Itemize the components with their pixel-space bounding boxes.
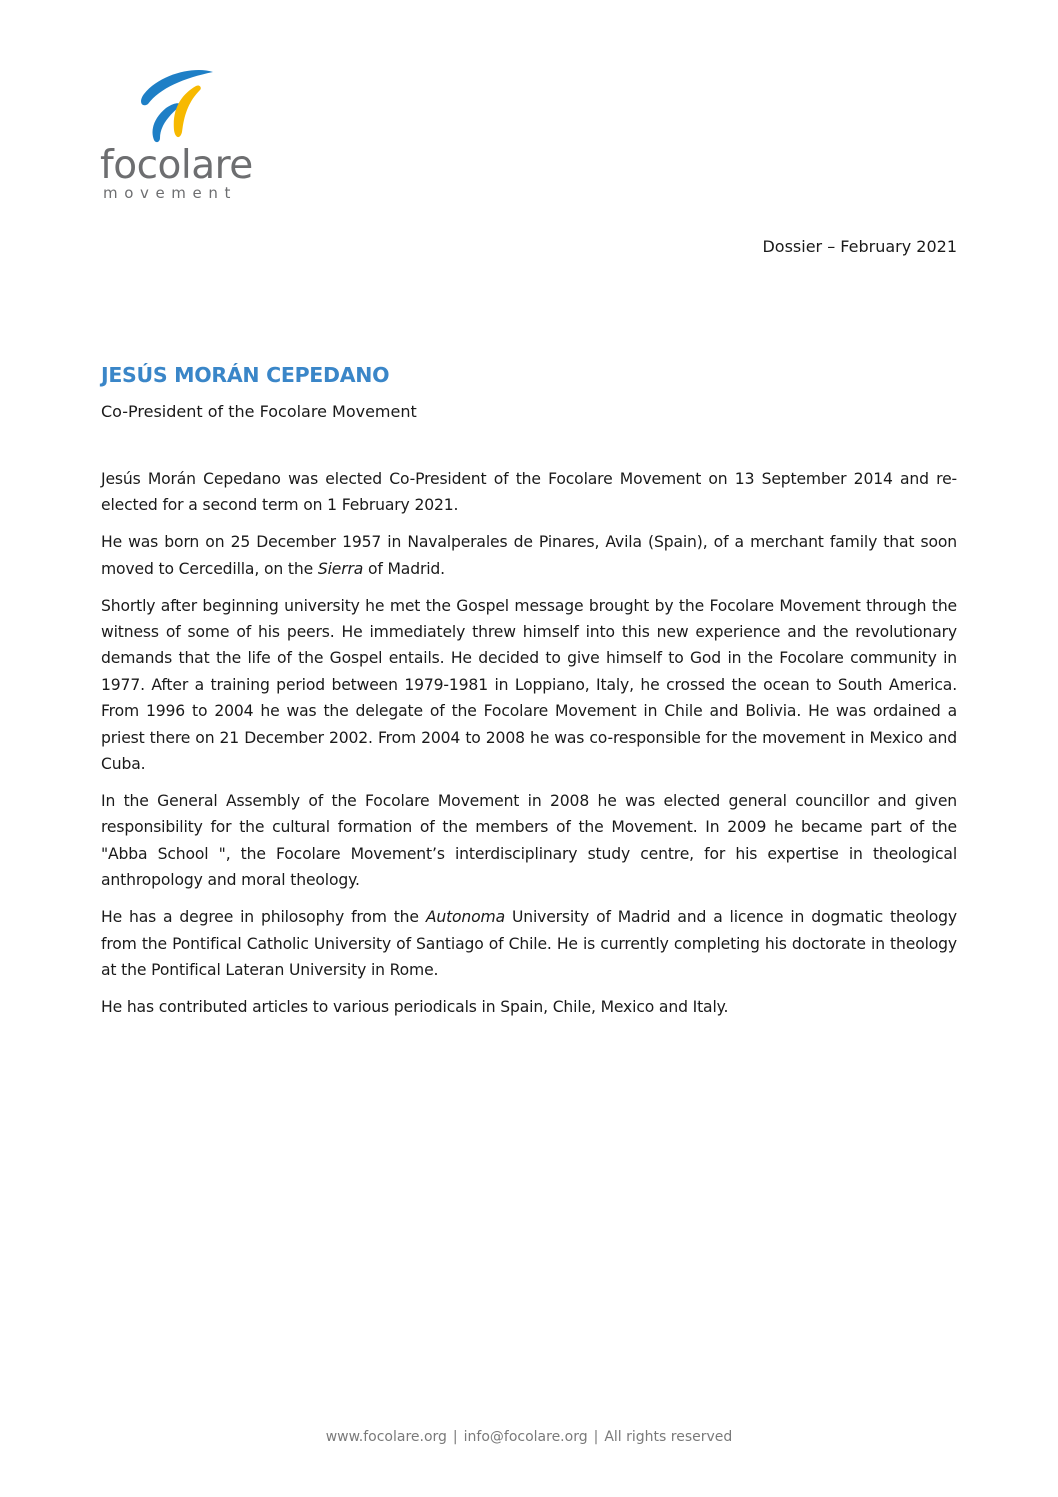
- page-footer: [0, 1427, 1058, 1447]
- focolare-flame-icon: [136, 68, 216, 144]
- bio-paragraph-vocation: Shortly after beginning university he met the Gospel message brought by the Focolare Movement through the witness of some of his peers. He immediately threw himself into this new experience and the revolutionary demands that the life of the Gospel entails. He decided to give himself to God in the Focolare community in 1977. After a training period between 1979-1981 in Loppiano, Italy, he crossed the ocean to South America. From 1996 to 2004 he was the delegate of the Focolare Movement in Chile and Bolivia. He was ordained a priest there on 21 December 2002. From 2004 to 2008 he was co-responsible for the movement in Mexico and Cuba.: [101, 596, 957, 774]
- bio-text: He was born on 25 December 1957 in Navalperales de Pinares, Avila (Spain), of a merchant family that soon moved to Cercedilla, on the: [101, 533, 957, 578]
- logo-wordmark: focolare: [100, 143, 253, 188]
- bio-text: University of Madrid and a licence in dogmatic theology from the Pontifical Catholic University of Santiago of Chile. He is currently completing his doctorate in theology at the Pontifical Lateran University in Rome.: [101, 908, 957, 979]
- biography: [101, 466, 957, 1031]
- dossier-date: Dossier – February 2021: [762, 237, 957, 256]
- footer-website-link[interactable]: www.focolare.org: [325, 1429, 447, 1445]
- bio-italic-text: Autonoma: [425, 908, 505, 927]
- footer-separator: |: [593, 1429, 599, 1445]
- person-role: Co-President of the Focolare Movement: [101, 402, 417, 421]
- bio-paragraph-assembly: In the General Assembly of the Focolare Movement in 2008 he was elected general councillor and given responsibility for the cultural formation of the members of the Movement. In 2009 he became part of the "Abba School ", the Focolare Movement’s interdisciplinary study centre, for his expertise in theological anthropology and moral theology.: [101, 791, 957, 890]
- bio-paragraph-election: Jesús Morán Cepedano was elected Co-President of the Focolare Movement on 13 September 2014 and re-elected for a second term on 1 February 2021.: [101, 470, 957, 515]
- logo-subtitle: movement: [103, 184, 237, 202]
- footer-rights: All rights reserved: [604, 1429, 733, 1445]
- bio-paragraph-education: [101, 904, 957, 983]
- footer-separator: |: [452, 1429, 458, 1445]
- bio-paragraph-publications: He has contributed articles to various periodicals in Spain, Chile, Mexico and Italy.: [101, 997, 729, 1016]
- bio-italic-text: Sierra: [317, 559, 364, 578]
- footer-email-link[interactable]: info@focolare.org: [463, 1429, 588, 1445]
- bio-paragraph-birth: [101, 529, 957, 582]
- bio-text: of Madrid.: [363, 559, 445, 578]
- person-name: JESÚS MORÁN CEPEDANO: [101, 363, 390, 387]
- bio-text: He has a degree in philosophy from the: [101, 908, 426, 927]
- focolare-logo: [100, 68, 270, 208]
